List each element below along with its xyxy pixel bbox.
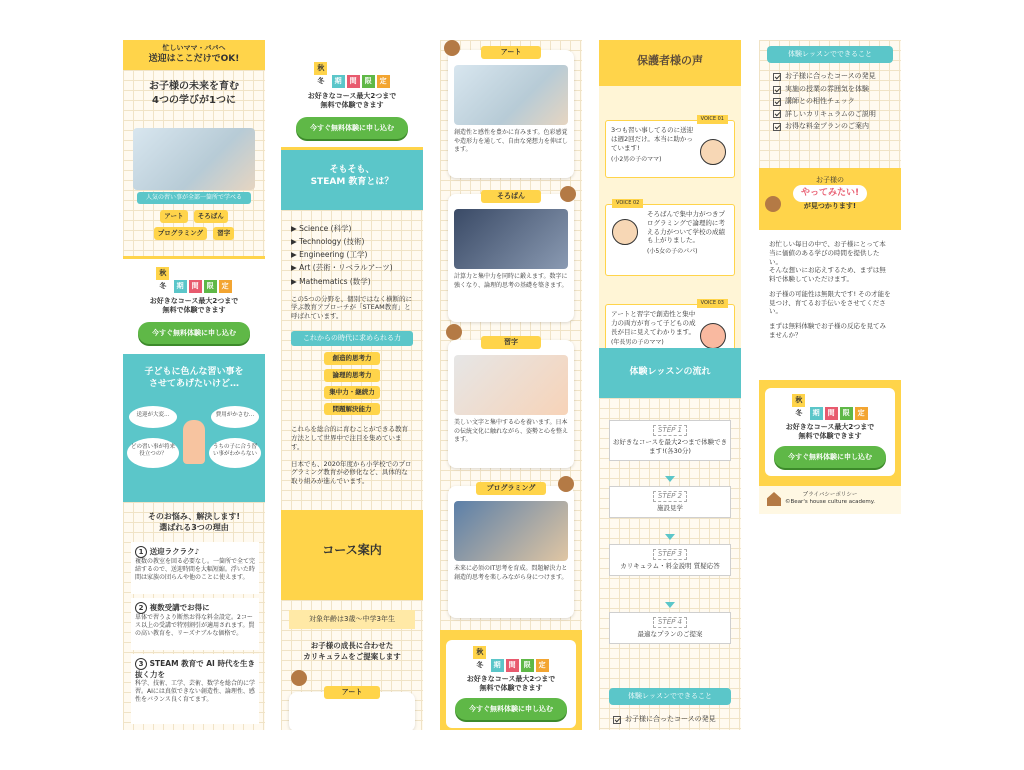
reasons-title-2: 選ばれる3つの理由 [159, 522, 229, 532]
free-trial-button[interactable]: 今すぐ無料体験に申し込む [296, 117, 408, 139]
target-age: 対象年齢は3歳〜中学3年生 [289, 610, 415, 629]
course-card-abacus [448, 194, 574, 322]
free-trial-button[interactable]: 今すぐ無料体験に申し込む [774, 446, 886, 468]
course-pill-calligraphy: 習字 [213, 227, 234, 240]
course-pill-programming: プログラミング [154, 227, 207, 240]
steam-title-2: STEAM 教育とは？ [310, 177, 394, 188]
can-do-heading: 体験レッスンでできること [609, 688, 731, 705]
step-label: STEP 1 [653, 425, 687, 436]
flag-1: 期 [332, 75, 345, 88]
flow-step-3 [609, 544, 731, 576]
reason-number-3: 3 [135, 658, 147, 670]
can-do-item [773, 97, 887, 106]
course-card-title: アート [481, 46, 541, 59]
steam-list [291, 224, 413, 287]
skill-logical: 論理的思考力 [324, 369, 380, 382]
reason-number-2: 2 [135, 602, 147, 614]
voice-tag: VOICE 01 [697, 115, 728, 124]
course-card-programming [448, 486, 574, 618]
skill-creative: 創造的思考力 [324, 352, 380, 365]
propose-line-2: カリキュラムをご提案します [303, 651, 401, 661]
lp-section-3 [440, 40, 582, 730]
worry-bubble-4: うちの子に合う習い事がわからない [209, 438, 261, 468]
flag-2: 間 [506, 659, 519, 672]
steam-item-technology: ▶ Technology (技術) [291, 237, 365, 247]
flow-heading [599, 348, 741, 398]
steam-description: この5つの分野を、個別ではなく横断的に学ぶ教育アプローチが「STEAM教育」と呼ばれています。 [291, 294, 413, 321]
worried-woman-illustration [183, 420, 205, 464]
needed-skills-heading: これからの時代に求められる力 [291, 331, 413, 346]
worry-section [123, 354, 265, 502]
find-line-2: やってみたい! [793, 185, 867, 201]
reason-body-2: 単体で習うより断然お得な料金設定。2コース以上の受講で特別割引が適用されます。賢の高い教育を、リーズナブルな価格で。 [135, 614, 255, 638]
checkbox-icon [773, 123, 781, 131]
skill-problem-solving: 問題解決能力 [324, 403, 380, 416]
bear-icon [446, 324, 462, 340]
bear-icon [558, 476, 574, 492]
steam-item-art: ▶ Art (芸術・リベラルアーツ) [291, 263, 393, 273]
bear-icon [765, 196, 781, 212]
can-do-item [613, 715, 716, 724]
course-photo-programming [454, 501, 568, 561]
course-pill-abacus: そろばん [194, 210, 228, 223]
steam-heading [281, 150, 423, 210]
hero-title-1: お子様の未来を育む [149, 81, 239, 92]
offer-line-2: 無料で体験できます [162, 306, 226, 315]
worry-bubble-1: 送迎が大変… [129, 406, 177, 428]
course-card-title: プログラミング [476, 482, 546, 495]
find-line-3: が見つかります! [803, 201, 857, 210]
reason-number-1: 1 [135, 546, 147, 558]
top-banner-line1: 忙しいママ・パパへ [162, 44, 226, 52]
reason-card-1 [131, 542, 259, 594]
steam-item-math-text: Mathematics (数学) [299, 276, 371, 286]
steam-title-1: そもそも、 [329, 165, 375, 175]
flag-4: 定 [377, 75, 390, 88]
course-description: 美しい文字と集中する心を養います。日本の伝統文化に触れながら、姿勢と心を整えます。 [454, 419, 569, 443]
father-avatar [612, 219, 638, 245]
reason-title-1: 送迎ラクラク♪ [149, 547, 200, 556]
arrow-down-icon [665, 476, 675, 482]
offer-line-1: お好きなコース最大2つまで [785, 423, 875, 431]
campaign-5 [759, 380, 901, 486]
worry-bubble-2: 費用がかさむ… [211, 406, 259, 428]
steam-item-art-text: Art (芸術・リベラルアーツ) [299, 263, 393, 273]
lp-section-1 [123, 40, 265, 730]
course-guide-body [281, 600, 423, 730]
privacy-policy-link[interactable]: プライバシーポリシー [802, 492, 858, 498]
reason-card-3 [131, 654, 259, 724]
voice-body: 3つも習い事してるのに送迎は週2回だけ。本当に助かっています! [611, 126, 694, 152]
arrow-down-icon [665, 602, 675, 608]
flag-1: 期 [174, 280, 187, 293]
can-do-text: 講師との相性チェック [785, 97, 855, 106]
can-do-text: 詳しいカリキュラムのご説明 [785, 109, 876, 118]
voice-author: (小5女の子のパパ) [647, 248, 698, 256]
season-label: 秋冬 [473, 646, 486, 659]
flag-3: 限 [204, 280, 217, 293]
reason-body-3: 科学、技術、工学、芸術、数学を総合的に学習。AIには真似できない創造性、論理性、感性をバランス良く育てます。 [135, 680, 256, 704]
step-body: 施設見学 [657, 504, 683, 513]
course-pill-list [129, 208, 259, 242]
campaign-2 [281, 40, 423, 150]
top-banner-line2: 送迎はここだけでOK! [148, 54, 240, 65]
can-do-heading: 体験レッスンでできること [767, 46, 893, 63]
skill-focus: 集中力・継続力 [324, 386, 380, 399]
hero-family-photo [133, 128, 255, 190]
free-trial-button[interactable]: 今すぐ無料体験に申し込む [455, 698, 567, 720]
steam-item-technology-text: Technology (技術) [299, 237, 365, 247]
course-card-calligraphy [448, 340, 574, 468]
free-trial-button[interactable]: 今すぐ無料体験に申し込む [138, 322, 250, 344]
season-label: 秋冬 [792, 394, 805, 407]
worry-bubble-3: どの習い事が将来役立つの？ [127, 438, 179, 468]
voice-body: そろばんで集中力がつきプログラミングで論理的に考える力がついて学校の成績も上がりました。 [647, 210, 725, 245]
course-guide-heading [281, 510, 423, 600]
flag-1: 期 [810, 407, 823, 420]
offer-line-2: 無料で体験できます [479, 684, 543, 693]
course-pill-art: アート [160, 210, 187, 223]
reasons-section [123, 502, 265, 730]
course-description: 計算力と集中力を同時に鍛えます。数字に強くなり、論理的思考の基礎を築きます。 [454, 273, 568, 289]
can-do-text: お得な料金プランのご案内 [785, 122, 869, 131]
flag-4: 定 [219, 280, 232, 293]
voice-author: (年長男の子のママ) [611, 339, 664, 347]
closing-message [759, 230, 901, 380]
closing-body-2: そんな想いにお応えするため、まずは無料で体験していただけます。 [769, 266, 886, 284]
reason-card-2 [131, 598, 259, 650]
course-card-art-preview [289, 688, 415, 730]
steam-item-math: ▶ Mathematics (数学) [291, 276, 371, 286]
step-body: お好きなコースを最大2つまで体験できます!(各30分) [612, 438, 728, 456]
voice-heading [599, 40, 741, 86]
bear-icon [560, 186, 576, 202]
worry-title-2: させてあげたいけど… [148, 379, 239, 390]
footer [759, 486, 901, 514]
japan-description: 日本でも、2020年度から小学校でのプログラミング教育が必修化など、具体的な取り組みが進んでいます。 [291, 459, 412, 486]
season-label: 秋冬 [314, 62, 327, 75]
voice-title: 保護者様の声 [637, 54, 703, 67]
skills-list [291, 350, 413, 417]
can-do-text: お子様に合ったコースの発見 [625, 715, 716, 723]
step-label: STEP 2 [653, 491, 687, 502]
flow-step-4 [609, 612, 731, 644]
course-photo-art [454, 65, 568, 125]
hero-banner: 人気の習い事が全部一箇所で学べる [137, 192, 251, 204]
course-card-art [448, 50, 574, 178]
voice-list [599, 86, 741, 348]
mother-avatar [700, 139, 726, 165]
voice-card-1 [605, 116, 735, 178]
steam-item-engineering: ▶ Engineering (工学) [291, 250, 368, 260]
offer-line-2: 無料で体験できます [320, 101, 384, 110]
offer-line-1: お好きなコース最大2つまで [307, 92, 397, 100]
find-heading [759, 168, 901, 230]
checkbox-icon [773, 98, 781, 106]
campaign-1 [123, 256, 265, 354]
flag-2: 間 [825, 407, 838, 420]
flag-3: 限 [521, 659, 534, 672]
course-description: 創造性と感性を豊かに育みます。色彩感覚や造形力を通して、自由な発想力を伸ばします。 [454, 129, 568, 153]
campaign-flags [281, 62, 423, 88]
voice-tag: VOICE 02 [612, 199, 643, 208]
lp-section-5 [759, 40, 901, 514]
course-card-title: アート [324, 686, 380, 699]
course-photo-abacus [454, 209, 568, 269]
checkbox-icon [773, 110, 781, 118]
lp-section-2 [281, 40, 423, 730]
closing-body-1: お忙しい毎日の中で、お子様にとって本当に価値のある学びの時間を提供したい。 [769, 240, 886, 266]
steam-body [281, 210, 423, 510]
flag-2: 間 [189, 280, 202, 293]
flow-body [599, 398, 741, 730]
course-photo-calligraphy [454, 355, 568, 415]
bear-icon [444, 40, 460, 56]
reasons-title-1: そのお悩み、解決します! [147, 512, 241, 521]
voice-tag: VOICE 03 [697, 299, 728, 308]
campaign-flags [446, 646, 576, 672]
campaign-flags [123, 267, 265, 293]
checkbox-icon [613, 716, 621, 724]
course-description: 未来に必須のIT思考を育成。問題解決力と創造的思考を楽しみながら身につけます。 [454, 565, 568, 581]
voice-card-2 [605, 200, 735, 276]
steam-item-engineering-text: Engineering (工学) [299, 250, 368, 260]
flow-step-1 [609, 420, 731, 461]
find-line-1: お子様の [816, 176, 844, 184]
can-do-text: お子様に合ったコースの発見 [785, 72, 876, 81]
campaign-box [446, 640, 576, 728]
arrow-down-icon [665, 534, 675, 540]
bear-icon [291, 670, 307, 686]
campaign-flags [765, 394, 895, 420]
step-label: STEP 3 [653, 549, 687, 560]
flag-4: 定 [855, 407, 868, 420]
mother-avatar [700, 323, 726, 349]
flow-step-2 [609, 486, 731, 518]
skills-description: これらを総合的に育むことができる教育方法として世界中で注目を集めています。 [291, 425, 408, 451]
step-body: カリキュラム・料金説明 質疑応答 [620, 562, 720, 571]
hero-title-2: 4つの学びが1つに [152, 94, 236, 106]
offer-line-1: お好きなコース最大2つまで [466, 675, 556, 683]
can-do-list [759, 63, 901, 140]
flag-2: 間 [347, 75, 360, 88]
can-do-text: 実施の授業の雰囲気を体験 [785, 84, 869, 93]
campaign-box [765, 388, 895, 476]
checkbox-icon [773, 86, 781, 94]
can-do-item [773, 122, 887, 131]
steam-item-science: ▶ Science (科学) [291, 224, 352, 233]
course-guide-title: コース案内 [322, 543, 382, 557]
campaign-3 [440, 630, 582, 730]
worry-title-1: 子どもに色んな習い事を [144, 367, 244, 377]
offer-line-2: 無料で体験できます [798, 432, 862, 441]
flow-title: 体験レッスンの流れ [629, 367, 711, 377]
propose-line-1: お子様の成長に合わせた [310, 641, 394, 651]
can-do-item [773, 85, 887, 94]
reason-body-1: 複数の教室を回る必要なし。一箇所で全て完結するので、送迎時間を大幅短縮。浮いた時間は家族の団らんや他のことに使えます。 [135, 558, 256, 582]
flag-3: 限 [362, 75, 375, 88]
copyright: ©Bear's house culture academy. [785, 499, 875, 506]
step-label: STEP 4 [653, 617, 687, 628]
steam-item-science-text: Science (科学) [299, 224, 352, 233]
closing-body-4: まずは無料体験でお子様の反応を見てみませんか？ [769, 322, 886, 339]
lp-section-4 [599, 40, 741, 730]
checkbox-icon [773, 73, 781, 81]
flag-1: 期 [491, 659, 504, 672]
reason-title-2: 複数受講でお得に [149, 603, 210, 612]
course-card-title: そろばん [481, 190, 541, 203]
flag-3: 限 [840, 407, 853, 420]
voice-body: アートと習字で創造性と集中力の両方が育って子どもの成長が目に見えてわかります。 [611, 310, 696, 336]
top-banner [123, 40, 265, 70]
course-card-title: 習字 [481, 336, 541, 349]
can-do-item [773, 110, 887, 119]
step-body: 最適なプランのご提案 [637, 630, 703, 639]
flag-4: 定 [536, 659, 549, 672]
closing-body-3: お子様の可能性は無限大です! その才能を見つけ、育てるお手伝いをさせてください。 [769, 289, 891, 316]
reason-title-3: STEAM 教育で AI 時代を生き抜く力を [135, 659, 255, 679]
voice-author: (小2男の子のママ) [611, 156, 662, 164]
can-do-item [773, 72, 887, 81]
offer-line-1: お好きなコース最大2つまで [149, 297, 239, 305]
season-label: 秋冬 [156, 267, 169, 280]
